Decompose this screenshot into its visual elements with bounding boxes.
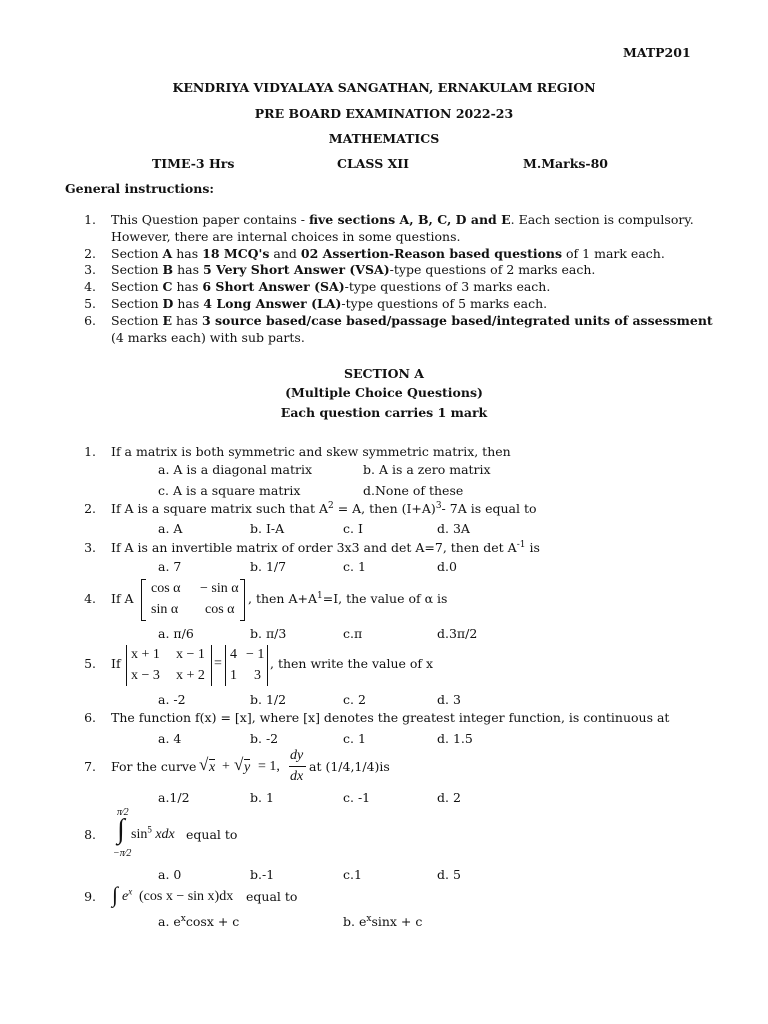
matrix-cell: − sin α bbox=[200, 581, 239, 596]
question-prefix: If bbox=[111, 656, 121, 671]
fraction-bar bbox=[289, 766, 306, 767]
det-bar bbox=[267, 645, 268, 686]
question-number: 9. bbox=[84, 889, 96, 904]
plus-sign: + bbox=[222, 759, 230, 774]
instruction-item: Section D has 4 Long Answer (LA)-type questions of 5 marks each. bbox=[111, 296, 548, 311]
instruction-number: 2. bbox=[84, 246, 96, 261]
question-text: If A is an invertible matrix of order 3x3 and det A=7, then $\det A^{-1}$ is bbox=[111, 539, 540, 555]
option-b: b. π/3 bbox=[250, 626, 287, 641]
sqrt-arg: y bbox=[244, 760, 251, 775]
option-d: d. 3 bbox=[437, 692, 461, 707]
question-text: If a matrix is both symmetric and skew symmetric matrix, then bbox=[111, 444, 511, 459]
option-d: d.None of these bbox=[363, 483, 464, 498]
paper-code: MATP201 bbox=[623, 45, 691, 60]
det-bar bbox=[211, 645, 212, 686]
instruction-item-cont: However, there are internal choices in some questions. bbox=[111, 229, 461, 244]
fraction-denominator: dx bbox=[290, 769, 304, 784]
instruction-item: Section B has 5 Very Short Answer (VSA)-type questions of 2 marks each. bbox=[111, 262, 596, 277]
question-number: 5. bbox=[84, 656, 96, 671]
section-title: SECTION A bbox=[343, 366, 425, 381]
integrand-sin: $\sin^5$ xdx bbox=[131, 824, 175, 842]
option-a: a. A bbox=[158, 521, 183, 536]
fraction-numerator: dy bbox=[290, 748, 304, 763]
instruction-item: Section E has 3 source based/case based/passage based/integrated units of assessment bbox=[111, 313, 713, 328]
question-prefix: For the curve bbox=[111, 759, 197, 774]
instruction-number: 3. bbox=[84, 262, 96, 277]
option-a: a. π/6 bbox=[158, 626, 194, 641]
question-number: 6. bbox=[84, 710, 96, 725]
option-a: a. -2 bbox=[158, 692, 186, 707]
time-label: TIME-3 Hrs bbox=[152, 156, 235, 171]
det-cell: 4 bbox=[230, 647, 237, 662]
option-d: d. 1.5 bbox=[437, 731, 473, 746]
option-c: c.π bbox=[343, 626, 363, 641]
option-c: c. 2 bbox=[343, 692, 366, 707]
sqrt-arg: x bbox=[209, 760, 216, 775]
option-a: a. A is a diagonal matrix bbox=[158, 462, 313, 477]
option-d: d.0 bbox=[437, 559, 457, 574]
question-text: equal to bbox=[186, 827, 238, 842]
option-c: c. 1 bbox=[343, 559, 366, 574]
matrix-cell: sin α bbox=[151, 602, 179, 617]
marks-label: M.Marks-80 bbox=[523, 156, 608, 171]
det-bar bbox=[225, 645, 226, 686]
det-cell: x + 2 bbox=[176, 668, 205, 683]
right-bracket bbox=[240, 579, 245, 621]
option-b: b.-1 bbox=[250, 867, 275, 882]
matrix-cell: cos α bbox=[205, 602, 235, 617]
question-number: 1. bbox=[84, 444, 96, 459]
option-b: b. 1/2 bbox=[250, 692, 287, 707]
upper-limit: π⁄2 bbox=[117, 807, 129, 818]
option-c: c. I bbox=[343, 521, 363, 536]
question-text: equal to bbox=[246, 889, 298, 904]
option-d: d. 2 bbox=[437, 790, 461, 805]
class-label: CLASS XII bbox=[337, 156, 409, 171]
instructions-title: General instructions: bbox=[65, 181, 214, 196]
question-text: , then write the value of x bbox=[270, 656, 434, 671]
option-b: b. -2 bbox=[250, 731, 279, 746]
option-c: c.1 bbox=[343, 867, 362, 882]
question-number: 2. bbox=[84, 501, 96, 516]
det-bar bbox=[126, 645, 127, 686]
option-c: c. 1 bbox=[343, 731, 366, 746]
question-text: at (1/4,1/4)is bbox=[309, 759, 390, 774]
instruction-item: Section A has 18 MCQ's and 02 Assertion-Reason based questions of 1 mark each. bbox=[111, 246, 665, 261]
option-c: c. A is a square matrix bbox=[158, 483, 301, 498]
integrand-exp: $e^x$ bbox=[122, 886, 133, 904]
question-text: If A is a square matrix such that $A^2 = A$, then $(I+A)^3-$ 7A is equal to bbox=[111, 500, 537, 516]
option-a: a. 4 bbox=[158, 731, 182, 746]
matrix-cell: cos α bbox=[151, 581, 181, 596]
equation-rhs: = 1, bbox=[258, 759, 280, 774]
subject-title: MATHEMATICS bbox=[328, 131, 440, 146]
det-cell: x + 1 bbox=[131, 647, 160, 662]
instruction-number: 5. bbox=[84, 296, 96, 311]
section-subtitle: (Multiple Choice Questions) bbox=[285, 385, 483, 400]
instruction-item: This Question paper contains - five sections A, B, C, D and E. Each section is compulsory. bbox=[111, 212, 694, 227]
option-d: d. 5 bbox=[437, 867, 461, 882]
section-note: Each question carries 1 mark bbox=[280, 405, 488, 420]
instruction-number: 1. bbox=[84, 212, 96, 227]
option-d: d. 3A bbox=[437, 521, 470, 536]
question-text: , then $A+A^1=I$, the value of α is bbox=[248, 590, 448, 606]
question-number: 3. bbox=[84, 540, 96, 555]
option-a: a. 7 bbox=[158, 559, 182, 574]
instruction-number: 4. bbox=[84, 279, 96, 294]
det-cell: 1 bbox=[230, 668, 237, 683]
question-number: 8. bbox=[84, 827, 96, 842]
option-a: a. 0 bbox=[158, 867, 182, 882]
instruction-item-cont: (4 marks each) with sub parts. bbox=[111, 330, 305, 345]
left-bracket bbox=[141, 579, 146, 621]
integral-icon: ∫ bbox=[112, 882, 119, 907]
det-cell: − 1 bbox=[246, 647, 265, 662]
question-text: The function f(x) = [x], where [x] denotes the greatest integer function, is continuous at bbox=[111, 710, 670, 725]
sqrt-icon: √ bbox=[199, 755, 209, 774]
org-title: KENDRIYA VIDYALAYA SANGATHAN, ERNAKULAM REGION bbox=[172, 80, 596, 95]
integral-icon: ∫ bbox=[117, 814, 125, 845]
det-cell: x − 1 bbox=[176, 647, 205, 662]
option-a: a.1/2 bbox=[158, 790, 190, 805]
exam-title: PRE BOARD EXAMINATION 2022-23 bbox=[254, 106, 514, 121]
lower-limit: −π⁄2 bbox=[113, 848, 132, 859]
option-b: b. I-A bbox=[250, 521, 285, 536]
option-d: d.3π/2 bbox=[437, 626, 478, 641]
option-c: c. -1 bbox=[343, 790, 371, 805]
option-b: b. A is a zero matrix bbox=[363, 462, 491, 477]
sqrt-icon: √ bbox=[234, 755, 244, 774]
det-cell: x − 3 bbox=[131, 668, 160, 683]
det-cell: 3 bbox=[254, 668, 261, 683]
instruction-number: 6. bbox=[84, 313, 96, 328]
equals-sign: = bbox=[214, 656, 222, 671]
question-prefix: If A bbox=[111, 591, 134, 606]
option-b: b. $e^x\sin x + c$ bbox=[343, 913, 423, 929]
question-number: 7. bbox=[84, 759, 96, 774]
question-number: 4. bbox=[84, 591, 96, 606]
option-a: a. $e^x\cos x + c$ bbox=[158, 913, 240, 929]
option-b: b. 1 bbox=[250, 790, 274, 805]
integrand-body: (cos x − sin x)dx bbox=[139, 889, 234, 904]
instruction-item: Section C has 6 Short Answer (SA)-type questions of 3 marks each. bbox=[111, 279, 551, 294]
option-b: b. 1/7 bbox=[250, 559, 287, 574]
